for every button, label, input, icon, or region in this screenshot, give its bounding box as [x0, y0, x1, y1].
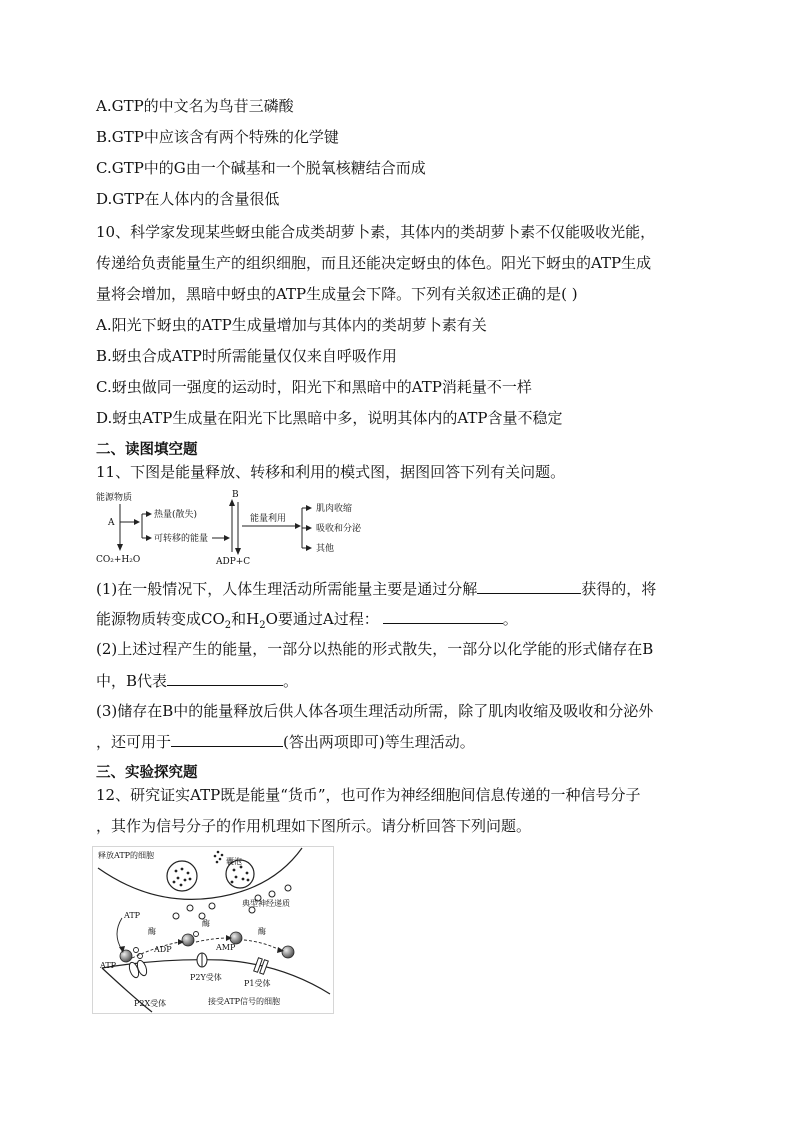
q11-part1-line2	[96, 608, 518, 636]
q11-part3-line1: (3)储存在B中的能量释放后供人体各项生理活动所需，除了肌肉收缩及吸收和分泌外	[96, 702, 654, 720]
transferable-energy-label: 可转移的能量	[154, 534, 209, 544]
section-2-title: 二、读图填空题	[96, 442, 198, 458]
answer-blank-2[interactable]	[383, 608, 503, 624]
q11-p1-text-c3: 和H	[231, 610, 260, 628]
products-label: CO₂+H₂O	[96, 555, 141, 565]
energy-use-label: 能量利用	[250, 514, 287, 524]
q11-part1-line1	[96, 578, 656, 599]
enzyme-3-label: 酶	[258, 927, 266, 936]
answer-blank-1[interactable]	[477, 578, 581, 594]
heat-label: 热量(散失)	[154, 510, 198, 520]
q10-option-c: C.蚜虫做同一强度的运动时，阳光下和黑暗中的ATP消耗量不一样	[96, 378, 532, 396]
receive-cell-label: 接受ATP信号的细胞	[208, 997, 281, 1006]
adp-c-label: ADP+C	[216, 557, 251, 567]
q11-p1-sub-2: 2	[259, 620, 266, 631]
p2x-receptor-label: P2X受体	[134, 999, 167, 1008]
q9-option-d: D.GTP在人体内的含量很低	[96, 190, 280, 208]
answer-blank-4[interactable]	[171, 731, 283, 747]
q12-stem-line1: 12、研究证实ATP既是能量“货币”，也可作为神经细胞间信息传递的一种信号分子	[96, 786, 641, 804]
answer-blank-3[interactable]	[167, 670, 283, 686]
q10-stem-line1: 10、科学家发现某些蚜虫能合成类胡萝卜素，其体内的类胡萝卜素不仅能吸收光能，	[96, 223, 656, 241]
q11-p1-text-b: 获得的，将	[581, 580, 657, 598]
p1-receptor-label: P1受体	[244, 979, 271, 988]
vesicle-label: 囊泡	[226, 857, 242, 866]
q11-part2-line2	[96, 670, 298, 691]
q10-option-d: D.蚜虫ATP生成量在阳光下比黑暗中多，说明其体内的ATP含量不稳定	[96, 409, 563, 427]
atp-top-label: ATP	[124, 911, 141, 920]
q11-part2-line1: (2)上述过程产生的能量，一部分以热能的形式散失，一部分以化学能的形式储存在B	[96, 640, 654, 658]
section-3-title: 三、实验探究题	[96, 765, 198, 781]
adp-label: ADP	[154, 945, 172, 954]
process-a-label: A	[108, 518, 115, 528]
amp-label: AMP	[216, 943, 236, 952]
q11-part3-line2	[96, 731, 475, 752]
release-cell-label: 释放ATP的细胞	[98, 851, 155, 860]
enzyme-2-label: 酶	[202, 919, 210, 928]
p2y-receptor-label: P2Y受体	[190, 973, 222, 982]
q11-p3-text-b: ，还可用于	[96, 733, 172, 751]
q12-stem-line2: ，其作为信号分子的作用机理如下图所示。请分析回答下列问题。	[96, 817, 532, 835]
energy-source-label: 能源物质	[96, 493, 133, 503]
energy-flow-diagram	[92, 488, 392, 568]
q11-p1-text-c5: O要通过A过程：	[265, 610, 379, 628]
use-muscle-label: 肌肉收缩	[316, 504, 353, 514]
q9-option-b: B.GTP中应该含有两个特殊的化学键	[96, 128, 339, 146]
q9-option-a: A.GTP的中文名为鸟苷三磷酸	[96, 97, 294, 115]
q11-p1-text-a: (1)在一般情况下，人体生理活动所需能量主要是通过分解	[96, 580, 478, 598]
q10-option-b: B.蚜虫合成ATP时所需能量仅仅来自呼吸作用	[96, 347, 397, 365]
q11-p1-sub-1: 2	[224, 620, 232, 631]
b-label: B	[232, 490, 239, 500]
neurotransmitter-label: 典型神经递质	[242, 899, 290, 908]
q10-stem-line2: 传递给负责能量生产的组织细胞，而且还能决定蚜虫的体色。阳光下蚜虫的ATP生成	[96, 254, 652, 272]
q11-p3-text-c: (答出两项即可)等生理活动。	[283, 733, 475, 751]
q11-p2-text-b: 中，B代表	[96, 672, 168, 690]
q10-option-a: A.阳光下蚜虫的ATP生成量增加与其体内的类胡萝卜素有关	[96, 316, 487, 334]
use-other-label: 其他	[316, 544, 335, 554]
q11-p1-text-c1: 能源物质转变成CO	[96, 610, 225, 628]
q11-p1-text-d: 。	[502, 610, 518, 628]
q10-stem-line3: 量将会增加，黑暗中蚜虫的ATP生成量会下降。下列有关叙述正确的是( )	[96, 285, 578, 303]
q9-option-c: C.GTP中的G由一个碱基和一个脱氧核糖结合而成	[96, 159, 426, 177]
use-absorb-label: 吸收和分泌	[316, 524, 362, 534]
q11-stem: 11、下图是能量释放、转移和利用的模式图，据图回答下列有关问题。	[96, 463, 566, 481]
enzyme-1-label: 酶	[148, 927, 156, 936]
atp-signal-diagram	[92, 846, 334, 1014]
q11-p2-text-c: 。	[283, 672, 299, 690]
atp-left-label: ATP	[100, 961, 117, 970]
